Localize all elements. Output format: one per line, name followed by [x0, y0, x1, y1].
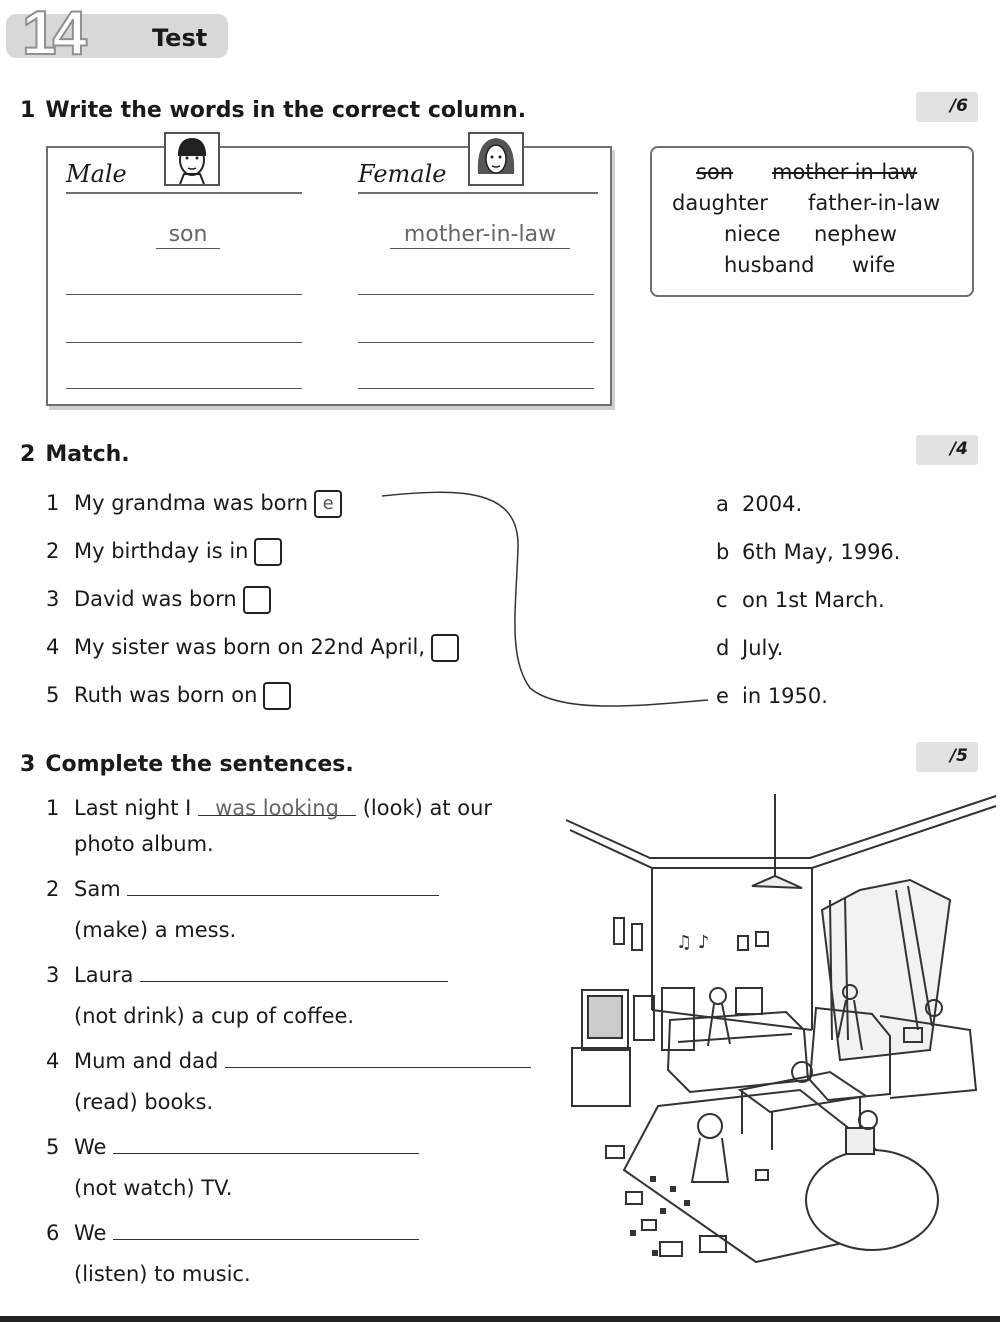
female-face-icon: [468, 132, 524, 186]
sentence-item: 4 Mum and dad: [46, 1048, 531, 1073]
male-example-word: son: [168, 222, 208, 247]
unit-number: 14: [22, 0, 83, 68]
word-bank-item: mother-in-law: [772, 160, 918, 184]
word-bank-item: wife: [852, 253, 896, 277]
section-3-title: 3 Complete the sentences.: [20, 752, 354, 777]
word-bank-item: husband: [724, 253, 815, 277]
section-2-score: /4: [916, 435, 978, 465]
sentence-hint: photo album.: [74, 832, 214, 856]
word-bank-item: nephew: [814, 222, 897, 246]
living-room-illustration: [560, 790, 1000, 1270]
male-answer-line[interactable]: [66, 388, 302, 389]
female-header-line: [358, 192, 598, 194]
sentence-item: 5 We: [46, 1134, 419, 1159]
match-item: 5 Ruth was born on: [46, 682, 291, 710]
match-option: c on 1st March.: [716, 588, 885, 612]
answer-blank[interactable]: [225, 1048, 531, 1068]
male-face-icon: [164, 132, 220, 186]
sentence-hint: (read) books.: [74, 1090, 214, 1114]
match-answer-box[interactable]: [263, 682, 291, 710]
sentence-hint: (listen) to music.: [74, 1262, 251, 1286]
sentence-hint: (not watch) TV.: [74, 1176, 233, 1200]
section-2-title: 2 Match.: [20, 442, 130, 467]
answer-blank[interactable]: [140, 962, 448, 982]
match-option: d July.: [716, 636, 784, 660]
female-example-word: mother-in-law: [403, 222, 557, 247]
male-header-line: [66, 192, 302, 194]
word-bank-item: father-in-law: [808, 191, 941, 215]
match-item: 2 My birthday is in: [46, 538, 282, 566]
match-answer-box[interactable]: [254, 538, 282, 566]
male-answer-line[interactable]: [66, 294, 302, 295]
answer-blank[interactable]: [113, 1134, 419, 1154]
svg-text:♫ ♪: ♫ ♪: [676, 932, 710, 953]
female-answer-line[interactable]: [358, 294, 594, 295]
word-bank-item: niece: [724, 222, 781, 246]
female-header: Female: [358, 160, 447, 188]
match-option: a 2004.: [716, 492, 803, 516]
sentence-item: 6 We: [46, 1220, 419, 1245]
word-bank-item: daughter: [672, 191, 768, 215]
male-header: Male: [66, 160, 127, 188]
female-answer-line[interactable]: [358, 342, 594, 343]
sentence-item: 1 Last night I was looking (look) at our: [46, 796, 493, 820]
match-option: b 6th May, 1996.: [716, 540, 901, 564]
male-example-line: [156, 248, 220, 249]
match-answer-box[interactable]: [243, 586, 271, 614]
sentence-hint: (make) a mess.: [74, 918, 237, 942]
answer-blank[interactable]: [127, 876, 439, 896]
word-bank-item: son: [696, 160, 734, 184]
section-3-score: /5: [916, 742, 978, 772]
female-answer-line[interactable]: [358, 388, 594, 389]
answer-blank[interactable]: was looking: [198, 796, 356, 816]
gender-table: [46, 146, 612, 406]
answer-blank[interactable]: [113, 1220, 419, 1240]
section-1-score: /6: [916, 92, 978, 122]
match-item: 1 My grandma was born e: [46, 490, 342, 518]
example-match-connector: [380, 488, 720, 718]
match-item: 4 My sister was born on 22nd April,: [46, 634, 459, 662]
word-bank: [650, 146, 974, 297]
sentence-hint: (not drink) a cup of coffee.: [74, 1004, 355, 1028]
unit-label: Test: [152, 24, 208, 52]
match-item: 3 David was born: [46, 586, 271, 614]
match-answer-box[interactable]: e: [314, 490, 342, 518]
sentence-item: 3 Laura: [46, 962, 448, 987]
page-bottom-edge: [0, 1316, 1000, 1322]
match-option: e in 1950.: [716, 684, 828, 708]
female-example-line: [390, 248, 570, 249]
male-answer-line[interactable]: [66, 342, 302, 343]
sentence-item: 2 Sam: [46, 876, 439, 901]
section-1-title: 1 Write the words in the correct column.: [20, 98, 527, 123]
